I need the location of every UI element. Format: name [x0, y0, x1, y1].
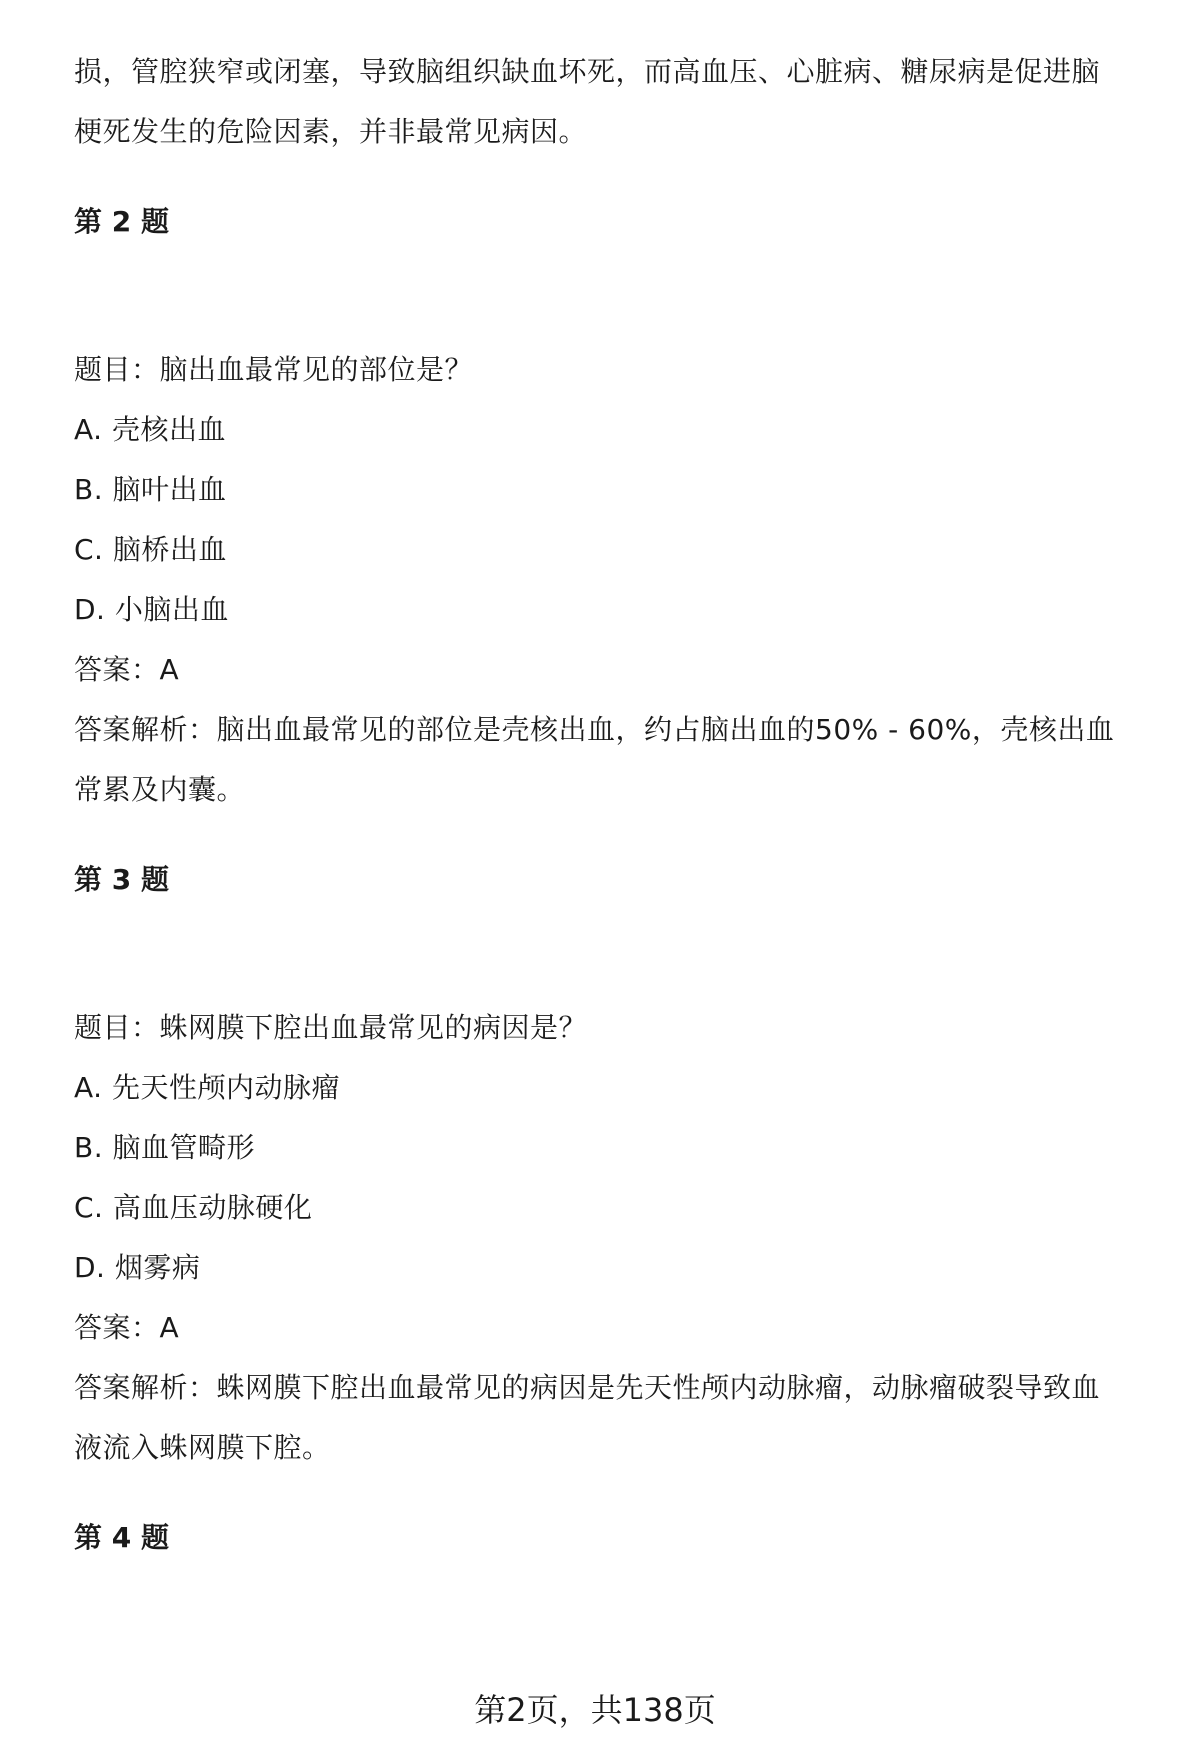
question-stem: 题目：脑出血最常见的部位是？ [74, 353, 474, 386]
intro-line-2: 梗死发生的危险因素，并非最常见病因。 [74, 115, 588, 148]
option-c: C. 脑桥出血 [74, 533, 227, 566]
question-heading: 第 2 题 [74, 205, 169, 238]
question-4 [74, 1508, 1164, 1568]
option-b: B. 脑叶出血 [74, 473, 227, 506]
answer: 答案：A [74, 653, 180, 686]
question-heading: 第 4 题 [74, 1521, 169, 1554]
option-d: D. 小脑出血 [74, 593, 229, 626]
option-a: A. 先天性颅内动脉瘤 [74, 1071, 340, 1104]
page-content [74, 42, 1164, 1656]
explanation-line-1: 答案解析：脑出血最常见的部位是壳核出血，约占脑出血的50% - 60%，壳核出血 [74, 713, 1115, 746]
intro-line-1: 损，管腔狭窄或闭塞，导致脑组织缺血坏死，而高血压、心脏病、糖尿病是促进脑 [74, 55, 1101, 88]
option-b: B. 脑血管畸形 [74, 1131, 256, 1164]
page-footer: 第2页，共138页 [474, 1691, 716, 1729]
question-stem: 题目：蛛网膜下腔出血最常见的病因是？ [74, 1011, 588, 1044]
question-3 [74, 850, 1164, 1478]
explanation-line-2: 液流入蛛网膜下腔。 [74, 1431, 331, 1464]
question-2 [74, 192, 1164, 820]
explanation-line-1: 答案解析：蛛网膜下腔出血最常见的病因是先天性颅内动脉瘤，动脉瘤破裂导致血 [74, 1371, 1101, 1404]
option-a: A. 壳核出血 [74, 413, 226, 446]
option-d: D. 烟雾病 [74, 1251, 201, 1284]
explanation-line-2: 常累及内囊。 [74, 773, 246, 806]
option-c: C. 高血压动脉硬化 [74, 1191, 313, 1224]
answer: 答案：A [74, 1311, 180, 1344]
explanation [74, 1358, 1164, 1478]
question-heading: 第 3 题 [74, 863, 169, 896]
explanation [74, 700, 1164, 820]
intro-paragraph [74, 42, 1164, 162]
